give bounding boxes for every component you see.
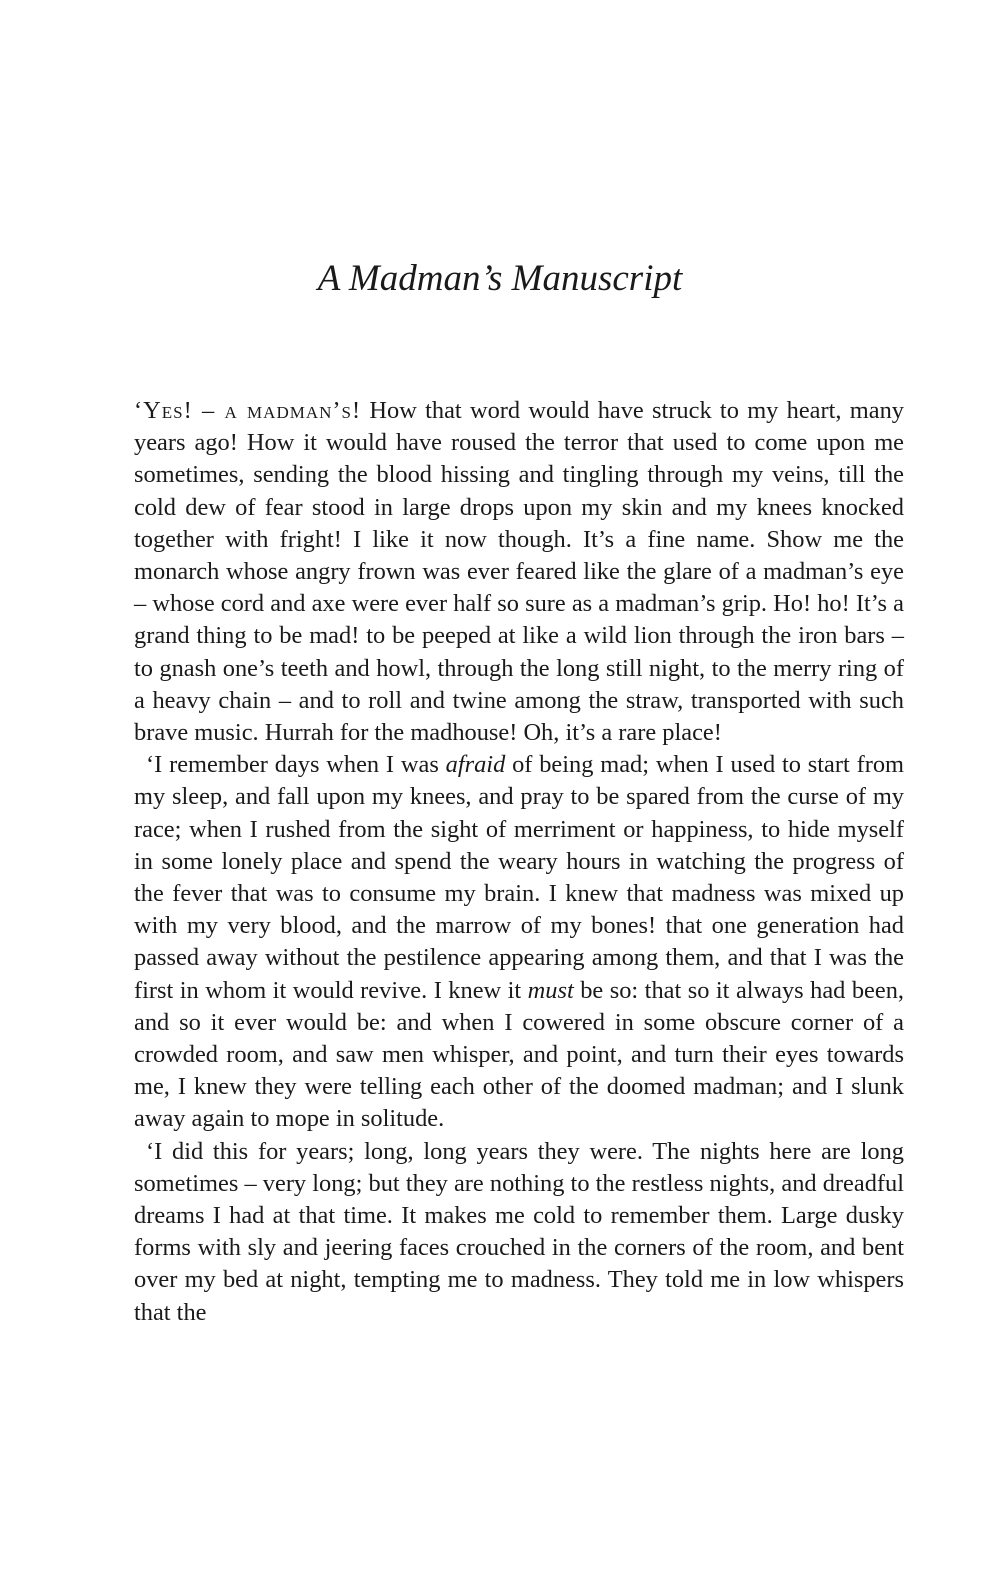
paragraph-2-emphasis-afraid: afraid	[445, 751, 506, 779]
paragraph-3-text: ‘I did this for years; long, long years they were. The nights here are long sometimes – very long; but they are nothing to the restless nights, and dreadful dreams I had at that time. It makes me cold to remember them. Large dusky forms with sly and jeering faces crouched in the corners of the room, and bent over my bed at night, tempting me to madness. They told me in low whispers that the	[134, 1137, 904, 1326]
paragraph-2-text-middle: of being mad; when I used to start from my sleep, and fall upon my knees, and pray to be spared from the curse of my race; when I rushed from the sight of merriment or happiness, to hide myself in some lonely place and spend the weary hours in watching the progress of the fever that was to consume my brain. I knew that madness was mixed up with my very blood, and the marrow of my bones! that one generation had passed away without the pestilence appearing among them, and that I was the first in whom it would revive. I knew it	[134, 751, 904, 1004]
paragraph-1-lead: ‘Yes! – a madman’s!	[134, 397, 362, 424]
chapter-title: A Madman’s Manuscript	[317, 258, 683, 299]
chapter-body	[134, 395, 904, 1329]
paragraph-3	[134, 1136, 904, 1329]
paragraph-2-text-after: be so: that so it always had been, and so it ever would be: and when I cowered in some obscure corner of a crowded room, and saw men whisper, and point, and turn their eyes towards me, I knew they were telling each other of the doomed madman; and I slunk away again to mope in solitude.	[134, 976, 904, 1133]
paragraph-2-text-before: ‘I remember days when I was	[146, 751, 446, 779]
paragraph-2	[134, 749, 904, 1135]
paragraph-2-emphasis-must: must	[527, 976, 574, 1004]
paragraph-1-text: How that word would have struck to my heart, many years ago! How it would have roused the terror that used to come upon me sometimes, sending the blood hissing and tingling through my veins, till the cold dew of fear stood in large drops upon my skin and my knees knocked together with fright! I like it now though. It’s a fine name. Show me the monarch whose angry frown was ever feared like the glare of a madman’s eye – whose cord and axe were ever half so sure as a madman’s grip. Ho! ho! It’s a grand thing to be mad! to be peeped at like a wild lion through the iron bars – to gnash one’s teeth and howl, through the long still night, to the merry ring of a heavy chain – and to roll and twine among the straw, transported with such brave music. Hurrah for the madhouse! Oh, it’s a rare place!	[134, 397, 904, 747]
paragraph-1	[134, 395, 904, 749]
